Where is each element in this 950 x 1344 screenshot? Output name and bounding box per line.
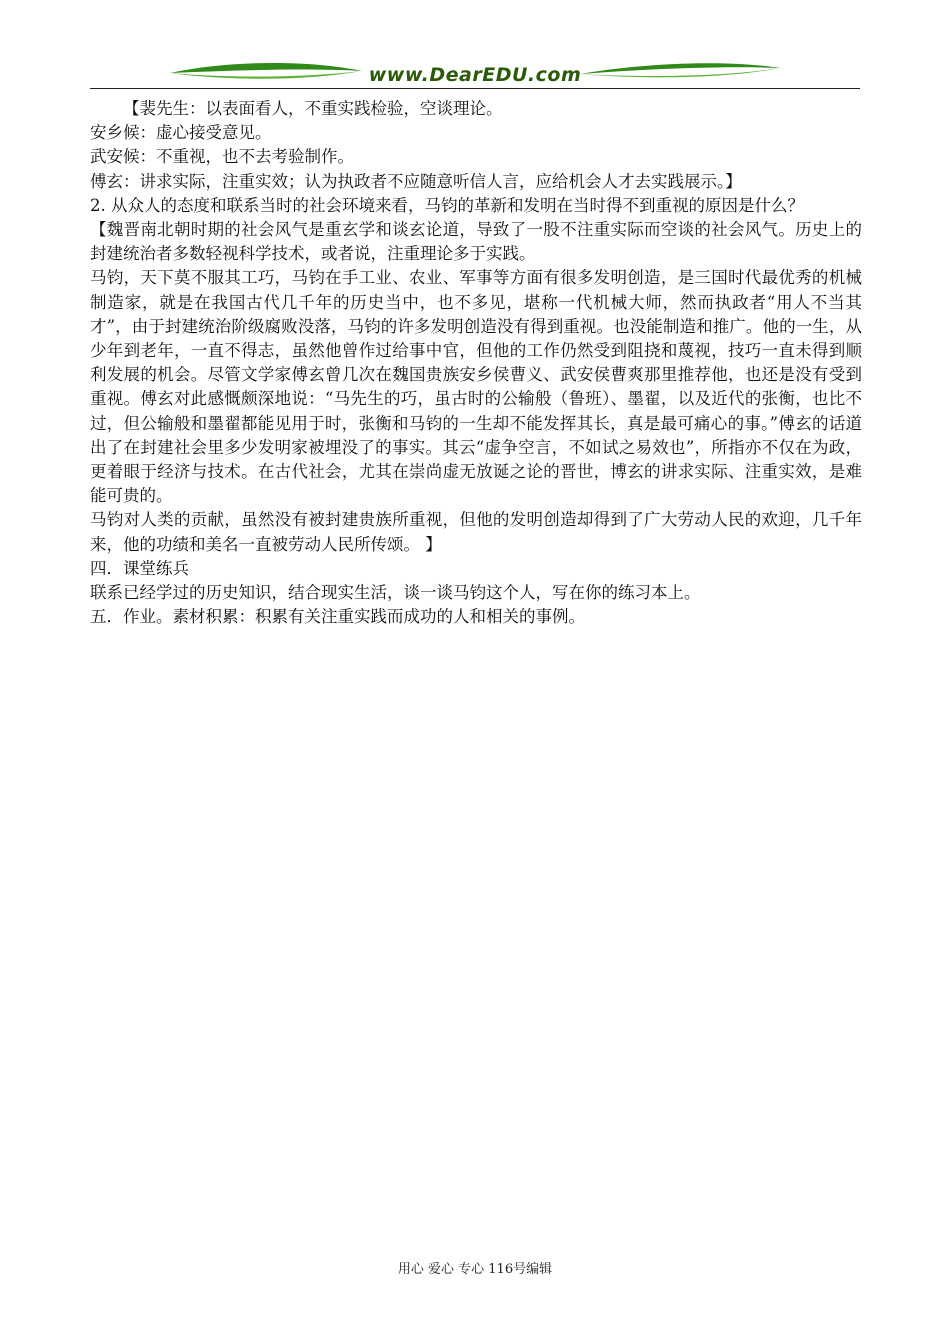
site-logo-text: www.DearEDU.com (368, 64, 582, 86)
section-heading-practice: 四．课堂练兵 (90, 558, 189, 578)
question-2: 2. 从众人的态度和联系当时的社会环境来看，马钧的革新和发明在当时得不到重视的原因是什么？ (90, 195, 804, 215)
answer-social-context: 【魏晋南北朝时期的社会风气是重玄学和谈玄论道，导致了一股不注重实际而空谈的社会风气。历史上的封建统治者多数轻视科学技术，或者说，注重理论多于实践。 (90, 220, 862, 264)
header-divider (90, 88, 860, 89)
answer-majun-detail: 马钧，天下莫不服其工巧，马钧在手工业、农业、军事等方面有很多发明创造，是三国时代最优秀的机械制造家，就是在我国古代几千年的历史当中，也不多见，堪称一代机械大师，然而执政者“用人不当其才”，由于封建统治阶级腐败没落，马钧的许多发明创造没有得到重视。也没能制造和推广。他的一生，从少年到老年，一直不得志，虽然他曾作过给事中官，但他的工作仍然受到阻挠和蔑视，技巧一直未得到顺利发展的机会。尽管文学家傅玄曾几次在魏国贵族安乡侯曹义、武安侯曹爽那里推荐他，也还是没有受到重视。傅玄对此感慨颇深地说：“马先生的巧，虽古时的公输般（鲁班）、墨翟，以及近代的张衡，也比不过，但公输般和墨翟都能见用于时，张衡和马钧的一生却不能发挥其长，真是最可痛心的事。”傅玄的话道出了在封建社会里多少发明家被埋没了的事实。其云“虚争空言，不如试之易效也”，所指亦不仅在为政，更着眼于经济与技术。在古代社会，尤其在崇尚虚无放诞之论的晋世，博玄的讲求实际、注重实效，是难能可贵的。 (90, 268, 862, 506)
answer-wuan: 武安候：不重视，也不去考验制作。 (90, 147, 354, 167)
answer-fuxuan: 傅玄：讲求实际，注重实效；认为执政者不应随意听信人言，应给机会人才去实践展示。】 (90, 171, 742, 191)
answer-anxiang: 安乡候：虚心接受意见。 (90, 123, 272, 143)
answer-majun-contribution: 马钧对人类的贡献，虽然没有被封建贵族所重视，但他的发明创造却得到了广大劳动人民的欢迎，几千年来，他的功绩和美名一直被劳动人民所传颂。 】 (90, 510, 862, 554)
practice-task: 联系已经学过的历史知识，结合现实生活，谈一谈马钧这个人，写在你的练习本上。 (90, 583, 701, 603)
page-footer: 用心 爱心 专心 116号编辑 (397, 1262, 553, 1277)
document-body (90, 97, 862, 629)
answer-pei: 【裴先生：以表面看人，不重实践检验，空谈理论。 (123, 99, 503, 118)
section-heading-homework: 五．作业。素材积累：积累有关注重实践而成功的人和相关的事例。 (90, 607, 585, 627)
site-header-banner (90, 58, 860, 92)
